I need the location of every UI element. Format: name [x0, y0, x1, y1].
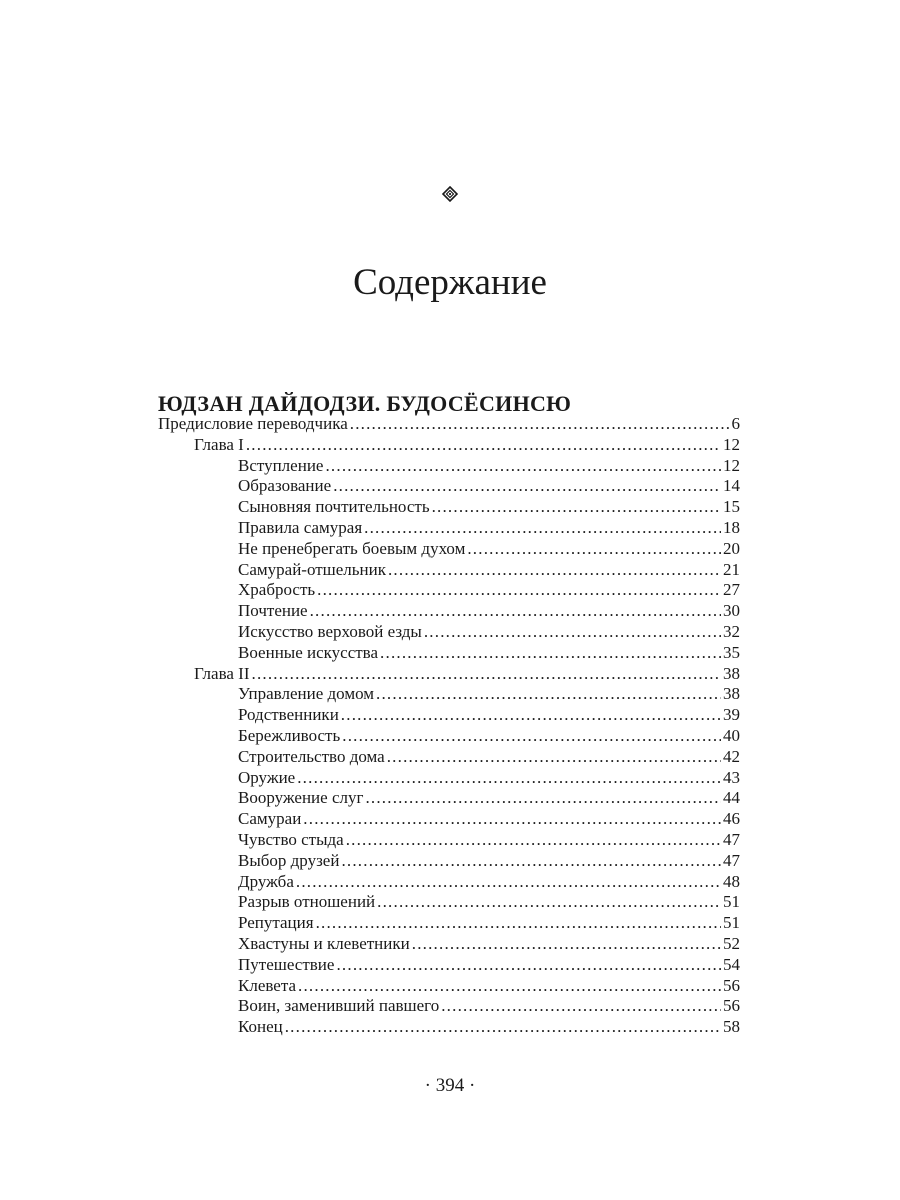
dot-leader [325, 456, 721, 477]
toc-entry[interactable] [158, 892, 740, 913]
toc-entry[interactable] [158, 435, 740, 456]
toc-entry[interactable] [158, 497, 740, 518]
toc-entry-title: Не пренебрегать боевым духом [238, 538, 466, 558]
dot-leader [467, 539, 721, 560]
toc-entry-title: Строительство дома [238, 746, 385, 766]
toc-entry-page: 54 [723, 954, 740, 974]
toc-entry-page: 42 [723, 746, 740, 766]
dot-leader [412, 934, 721, 955]
toc-entry[interactable] [158, 913, 740, 934]
toc-entry-title: Вооружение слуг [238, 788, 364, 808]
section-heading: ЮДЗАН ДАЙДОДЗИ. БУДОСЁСИНСЮ [158, 391, 572, 416]
dot-leader [380, 643, 721, 664]
toc-entry-title: Сыновняя почтительность [238, 497, 430, 517]
dot-leader [341, 851, 721, 872]
dot-leader [296, 872, 721, 893]
dot-leader [252, 664, 722, 685]
toc-entry-title: Хвастуны и клеветники [238, 933, 410, 953]
dot-leader [341, 705, 721, 726]
toc-entry-title: Выбор друзей [238, 850, 340, 870]
toc-entry[interactable] [158, 934, 740, 955]
toc-entry[interactable] [158, 476, 740, 497]
toc-entry-page: 47 [723, 829, 740, 849]
dot-leader [246, 435, 721, 456]
toc-entry-page: 58 [723, 1017, 740, 1037]
toc-entry-title: Дружба [238, 871, 294, 891]
table-of-contents [158, 414, 740, 1038]
dot-leader [297, 768, 721, 789]
toc-entry-page: 12 [723, 455, 740, 475]
toc-entry-page: 35 [723, 642, 740, 662]
toc-entry[interactable] [158, 456, 740, 477]
toc-entry-title: Конец [238, 1017, 283, 1037]
toc-entry-page: 15 [723, 497, 740, 517]
toc-entry-page: 47 [723, 850, 740, 870]
toc-entry-page: 40 [723, 725, 740, 745]
toc-entry[interactable] [158, 955, 740, 976]
dot-leader [342, 726, 721, 747]
toc-entry-page: 12 [723, 434, 740, 454]
toc-entry-title: Искусство верховой езды [238, 621, 422, 641]
toc-entry[interactable] [158, 622, 740, 643]
dot-leader [303, 809, 721, 830]
toc-entry-title: Образование [238, 476, 332, 496]
toc-entry[interactable] [158, 809, 740, 830]
toc-entry[interactable] [158, 601, 740, 622]
page-title: Содержание [353, 261, 547, 303]
dot-leader [298, 976, 721, 997]
page-number: · 394 · [424, 1075, 476, 1096]
dot-leader [316, 913, 721, 934]
toc-entry-page: 43 [723, 767, 740, 787]
toc-entry-title: Глава II [194, 663, 250, 683]
dot-leader [388, 560, 721, 581]
toc-entry-page: 39 [723, 705, 740, 725]
toc-entry[interactable] [158, 976, 740, 997]
toc-entry-title: Почтение [238, 601, 308, 621]
dot-leader [432, 497, 721, 518]
toc-entry-page: 6 [731, 414, 740, 433]
toc-entry-title: Клевета [238, 975, 297, 995]
toc-entry-page: 56 [723, 996, 740, 1016]
toc-entry[interactable] [158, 539, 740, 560]
toc-entry-title: Самураи [238, 809, 302, 829]
toc-entry-page: 14 [723, 476, 740, 496]
toc-entry-page: 44 [723, 788, 740, 808]
toc-entry-title: Воин, заменивший павшего [238, 996, 440, 1016]
toc-entry-page: 46 [723, 809, 740, 829]
toc-entry[interactable] [158, 747, 740, 768]
dot-leader [424, 622, 721, 643]
toc-entry-title: Военные искусства [238, 642, 379, 662]
toc-entry-title: Глава I [194, 434, 244, 454]
toc-entry[interactable] [158, 830, 740, 851]
dot-leader [336, 955, 721, 976]
toc-entry-title: Самурай-отшельник [238, 559, 386, 579]
toc-entry-page: 27 [723, 580, 740, 600]
toc-entry-title: Разрыв отношений [238, 892, 376, 912]
dot-leader [365, 788, 721, 809]
dot-leader [441, 996, 721, 1017]
toc-entry-page: 30 [723, 601, 740, 621]
dot-leader [346, 830, 721, 851]
toc-entry-page: 21 [723, 559, 740, 579]
toc-entry[interactable] [158, 996, 740, 1017]
toc-entry-title: Предисловие переводчика [158, 414, 348, 433]
toc-entry-page: 51 [723, 913, 740, 933]
dot-leader [387, 747, 721, 768]
toc-entry[interactable] [158, 414, 740, 435]
toc-entry-title: Бережливость [238, 725, 341, 745]
toc-entry[interactable] [158, 768, 740, 789]
toc-entry[interactable] [158, 1017, 740, 1038]
toc-entry-title: Вступление [238, 455, 324, 475]
toc-entry-title: Храбрость [238, 580, 316, 600]
dot-leader [377, 892, 721, 913]
toc-entry[interactable] [158, 560, 740, 581]
toc-entry-page: 56 [723, 975, 740, 995]
dot-leader [285, 1017, 721, 1038]
toc-entry[interactable] [158, 726, 740, 747]
toc-entry-page: 20 [723, 538, 740, 558]
dot-leader [333, 476, 721, 497]
toc-entry-page: 48 [723, 871, 740, 891]
toc-entry[interactable] [158, 518, 740, 539]
toc-entry-page: 52 [723, 933, 740, 953]
diamond-ornament-icon [442, 186, 458, 202]
toc-entry-title: Управление домом [238, 684, 375, 704]
toc-entry-title: Чувство стыда [238, 829, 344, 849]
toc-entry[interactable] [158, 643, 740, 664]
toc-entry-page: 38 [723, 663, 740, 683]
toc-entry-title: Путешествие [238, 954, 335, 974]
toc-entry-title: Оружие [238, 767, 296, 787]
toc-entry[interactable] [158, 872, 740, 893]
toc-entry[interactable] [158, 788, 740, 809]
toc-entry[interactable] [158, 664, 740, 685]
dot-leader [310, 601, 721, 622]
toc-entry-page: 51 [723, 892, 740, 912]
toc-entry[interactable] [158, 580, 740, 601]
toc-entry-page: 32 [723, 621, 740, 641]
toc-entry-page: 18 [723, 517, 740, 537]
toc-entry[interactable] [158, 851, 740, 872]
toc-entry-title: Репутация [238, 913, 314, 933]
dot-leader [376, 684, 721, 705]
dot-leader [317, 580, 721, 601]
toc-entry[interactable] [158, 684, 740, 705]
toc-entry-title: Родственники [238, 705, 339, 725]
dot-leader [350, 414, 730, 435]
dot-leader [364, 518, 721, 539]
toc-entry-page: 38 [723, 684, 740, 704]
toc-entry-title: Правила самурая [238, 517, 363, 537]
toc-entry[interactable] [158, 705, 740, 726]
